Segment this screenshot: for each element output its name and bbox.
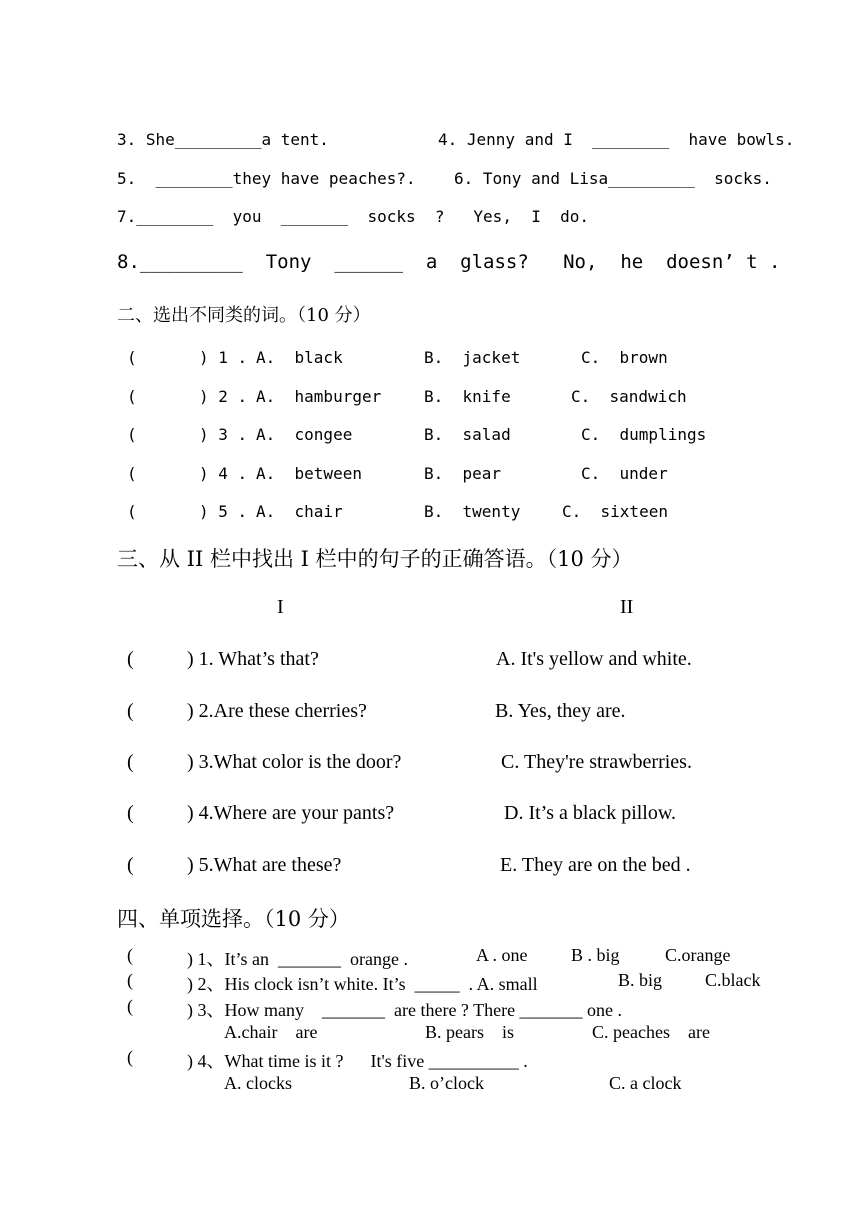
match-answer: A. It's yellow and white. <box>496 648 692 670</box>
option-a: A. chair <box>256 502 343 521</box>
choice-question-1: ) 1、It’s an _______ orange . <box>187 949 408 969</box>
option-b: B. pear <box>424 464 502 483</box>
paren-open: ( <box>127 945 133 965</box>
option-a: A. congee <box>256 425 353 444</box>
choice-3-option-c: C. peaches are <box>592 1022 710 1042</box>
match-answer: C. They're strawberries. <box>501 751 692 773</box>
section4-title: 四、单项选择。（10 分） <box>117 907 350 931</box>
option-b: B. twenty <box>424 502 521 521</box>
choice-question-3: ) 3、How many _______ are there ? There _______ one . <box>187 1000 623 1020</box>
question-number: ) 2 . <box>199 387 248 406</box>
match-question: ) 3.What color is the door? <box>187 751 402 773</box>
choice-3-option-a: A.chair are <box>224 1022 318 1042</box>
option-c: C. sixteen <box>562 502 668 521</box>
option-c: C. brown <box>581 348 668 367</box>
paren-open: ( <box>127 502 137 521</box>
question-number: ) 5 . <box>199 502 248 521</box>
fill-in-q7: 7.________ you _______ socks ? Yes, I do. <box>117 207 590 226</box>
match-answer: D. It’s a black pillow. <box>504 802 677 824</box>
choice-1-option-a: A . one <box>476 945 528 965</box>
fill-in-q4: 4. Jenny and I ________ have bowls. <box>438 130 795 149</box>
paren-open: ( <box>127 348 137 367</box>
paren-open: ( <box>127 648 134 670</box>
option-c: C. dumplings <box>581 425 707 444</box>
paren-open: ( <box>127 464 137 483</box>
choice-3-option-b: B. pears is <box>425 1022 514 1042</box>
match-question: ) 2.Are these cherries? <box>187 700 367 722</box>
paren-open: ( <box>127 802 134 824</box>
choice-question-2: ) 2、His clock isn’t white. It’s _____ . A. small <box>187 974 538 994</box>
question-number: ) 4 . <box>199 464 248 483</box>
column-i-heading: I <box>277 596 284 618</box>
match-question: ) 5.What are these? <box>187 854 342 876</box>
match-answer: B. Yes, they are. <box>495 700 626 722</box>
section2-title: 二、选出不同类的词。（10 分） <box>117 305 371 326</box>
match-question: ) 1. What’s that? <box>187 648 319 670</box>
fill-in-q8: 8._________ Tony ______ a glass? No, he doesn’ t . <box>117 251 781 273</box>
fill-in-q6: 6. Tony and Lisa_________ socks. <box>454 169 772 188</box>
paren-open: ( <box>127 996 133 1016</box>
option-b: B. salad <box>424 425 511 444</box>
choice-4-option-a: A. clocks <box>224 1073 292 1093</box>
paren-open: ( <box>127 854 134 876</box>
option-c: C. under <box>581 464 668 483</box>
question-number: ) 1 . <box>199 348 248 367</box>
option-a: A. black <box>256 348 343 367</box>
choice-2-option-b: B. big <box>618 970 663 990</box>
option-a: A. between <box>256 464 362 483</box>
question-number: ) 3 . <box>199 425 248 444</box>
match-answer: E. They are on the bed . <box>500 854 691 876</box>
paren-open: ( <box>127 387 137 406</box>
paren-open: ( <box>127 425 137 444</box>
paren-open: ( <box>127 1047 133 1067</box>
match-question: ) 4.Where are your pants? <box>187 802 395 824</box>
paren-open: ( <box>127 700 134 722</box>
choice-2-option-c: C.black <box>705 970 761 990</box>
paren-open: ( <box>127 751 134 773</box>
option-a: A. hamburger <box>256 387 382 406</box>
choice-question-4: ) 4、What time is it ? It's five __________ . <box>187 1051 528 1071</box>
section3-title: 三、从 II 栏中找出 I 栏中的句子的正确答语。（10 分） <box>117 547 633 571</box>
option-b: B. jacket <box>424 348 521 367</box>
column-ii-heading: II <box>620 596 634 618</box>
fill-in-q5: 5. ________they have peaches?. <box>117 169 416 188</box>
choice-1-option-b: B . big <box>571 945 620 965</box>
paren-open: ( <box>127 970 133 990</box>
option-c: C. sandwich <box>571 387 687 406</box>
option-b: B. knife <box>424 387 511 406</box>
fill-in-q3: 3. She_________a tent. <box>117 130 329 149</box>
choice-4-option-c: C. a clock <box>609 1073 682 1093</box>
choice-1-option-c: C.orange <box>665 945 731 965</box>
choice-4-option-b: B. o’clock <box>409 1073 484 1093</box>
